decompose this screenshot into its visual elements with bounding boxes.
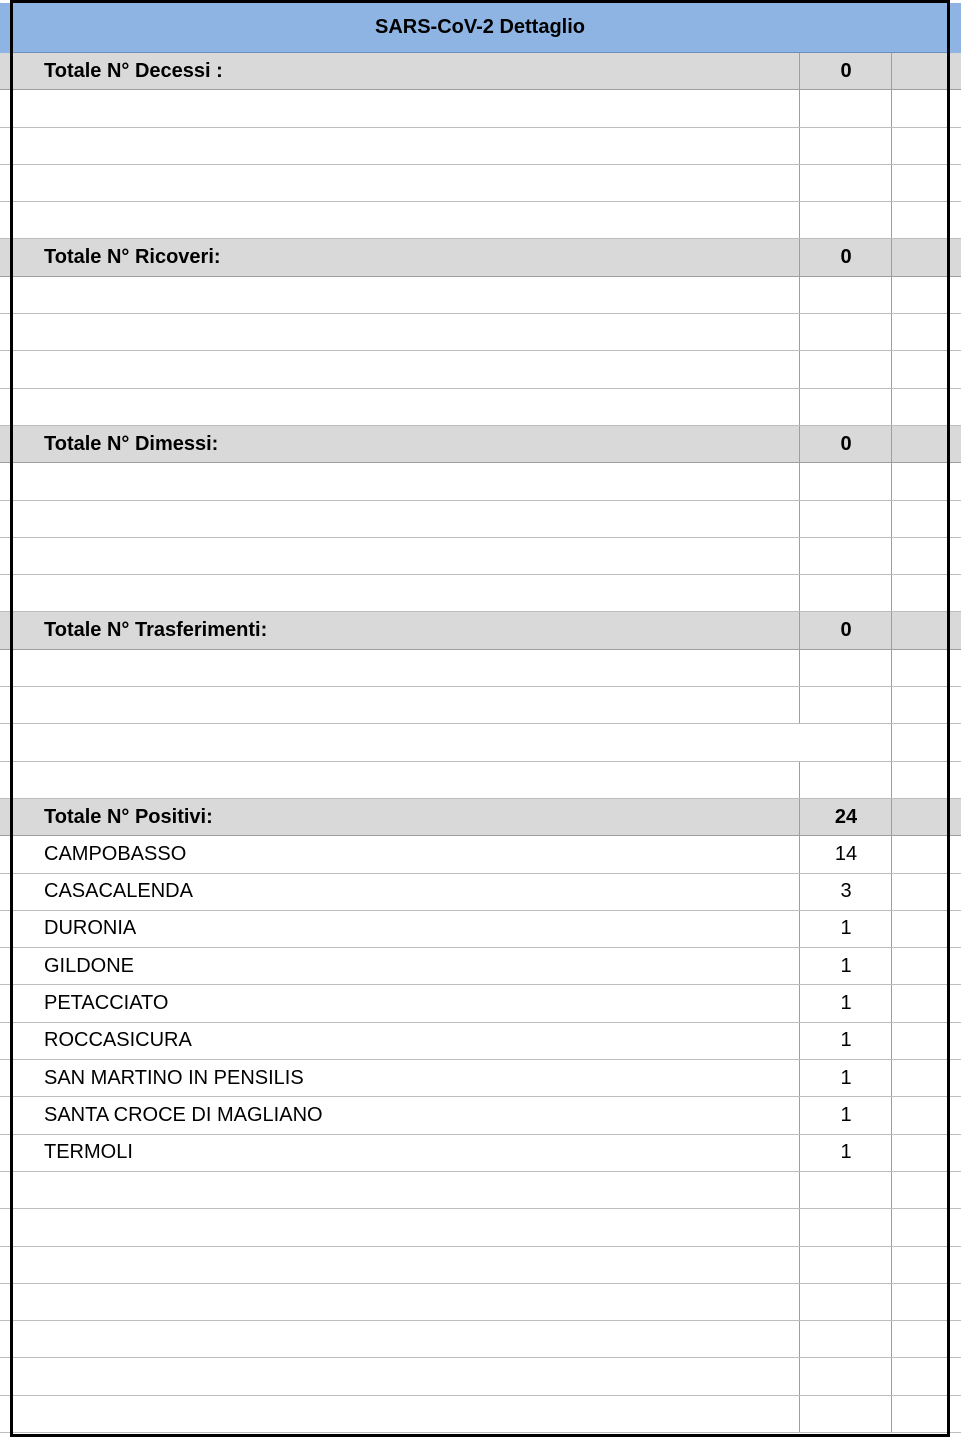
table-body bbox=[0, 53, 961, 1433]
section-total-cell[interactable]: 24 bbox=[834, 805, 858, 828]
empty-row[interactable] bbox=[0, 202, 961, 239]
empty-row[interactable] bbox=[0, 165, 961, 202]
empty-row[interactable] bbox=[0, 389, 961, 426]
column-divider bbox=[891, 575, 892, 611]
column-divider bbox=[891, 1247, 892, 1283]
municipality-cell[interactable]: GILDONE bbox=[44, 954, 135, 977]
frame-right-border bbox=[947, 0, 950, 1437]
empty-row[interactable] bbox=[0, 724, 961, 761]
section-label[interactable]: Totale N° Dimessi: bbox=[44, 432, 219, 455]
municipality-cell[interactable]: SANTA CROCE DI MAGLIANO bbox=[44, 1103, 323, 1126]
empty-row[interactable] bbox=[0, 1172, 961, 1209]
frame-bottom-border bbox=[10, 1434, 950, 1437]
count-cell[interactable]: 1 bbox=[840, 954, 852, 977]
empty-row[interactable] bbox=[0, 90, 961, 127]
section-label[interactable]: Totale N° Decessi : bbox=[44, 59, 223, 82]
section-label[interactable]: Totale N° Trasferimenti: bbox=[44, 619, 268, 642]
section-label[interactable]: Totale N° Ricoveri: bbox=[44, 246, 221, 269]
empty-row[interactable] bbox=[0, 1247, 961, 1284]
frame-top-border bbox=[10, 0, 950, 3]
column-divider bbox=[891, 687, 892, 723]
table-row[interactable] bbox=[0, 1097, 961, 1134]
column-divider bbox=[799, 1396, 800, 1432]
municipality-cell[interactable]: PETACCIATO bbox=[44, 992, 169, 1015]
column-divider bbox=[799, 650, 800, 686]
column-divider bbox=[891, 202, 892, 238]
header-left-stub bbox=[0, 3, 10, 53]
column-divider bbox=[891, 1321, 892, 1357]
column-divider bbox=[891, 165, 892, 201]
empty-row[interactable] bbox=[0, 762, 961, 799]
section-total-cell[interactable]: 0 bbox=[840, 59, 852, 82]
column-divider bbox=[891, 650, 892, 686]
empty-row[interactable] bbox=[0, 501, 961, 538]
section-total-cell[interactable]: 0 bbox=[840, 619, 852, 642]
column-divider bbox=[799, 1358, 800, 1394]
municipality-cell[interactable]: TERMOLI bbox=[44, 1141, 133, 1164]
column-divider bbox=[891, 724, 892, 760]
section-row[interactable] bbox=[0, 426, 961, 463]
sheet-title[interactable] bbox=[13, 3, 947, 53]
column-divider bbox=[891, 762, 892, 798]
frame-left-border bbox=[10, 0, 13, 1437]
empty-row[interactable] bbox=[0, 314, 961, 351]
count-cell[interactable]: 14 bbox=[834, 842, 858, 865]
column-divider bbox=[799, 1321, 800, 1357]
count-cell[interactable]: 1 bbox=[840, 1141, 852, 1164]
column-divider bbox=[799, 1284, 800, 1320]
count-cell[interactable]: 1 bbox=[840, 1103, 852, 1126]
header-right-stub bbox=[950, 3, 961, 53]
empty-row[interactable] bbox=[0, 463, 961, 500]
municipality-cell[interactable]: SAN MARTINO IN PENSILIS bbox=[44, 1066, 304, 1089]
column-divider bbox=[891, 277, 892, 313]
section-row[interactable] bbox=[0, 239, 961, 276]
table-row[interactable] bbox=[0, 874, 961, 911]
column-divider bbox=[799, 90, 800, 126]
column-divider bbox=[891, 314, 892, 350]
column-divider bbox=[799, 1247, 800, 1283]
column-divider bbox=[799, 762, 800, 798]
table-row[interactable] bbox=[0, 948, 961, 985]
column-divider bbox=[799, 538, 800, 574]
count-cell[interactable]: 1 bbox=[840, 1066, 852, 1089]
table-row[interactable] bbox=[0, 836, 961, 873]
empty-row[interactable] bbox=[0, 1209, 961, 1246]
column-divider bbox=[891, 389, 892, 425]
column-divider bbox=[891, 1172, 892, 1208]
table-row[interactable] bbox=[0, 1023, 961, 1060]
table-row[interactable] bbox=[0, 985, 961, 1022]
municipality-cell[interactable]: DURONIA bbox=[44, 917, 137, 940]
empty-row[interactable] bbox=[0, 277, 961, 314]
municipality-cell[interactable]: CASACALENDA bbox=[44, 880, 193, 903]
empty-row[interactable] bbox=[0, 351, 961, 388]
column-divider bbox=[891, 1358, 892, 1394]
count-cell[interactable]: 1 bbox=[840, 1029, 852, 1052]
table-row[interactable] bbox=[0, 911, 961, 948]
column-divider bbox=[799, 389, 800, 425]
empty-row[interactable] bbox=[0, 687, 961, 724]
section-total-cell[interactable]: 0 bbox=[840, 432, 852, 455]
empty-row[interactable] bbox=[0, 1321, 961, 1358]
column-divider bbox=[799, 1172, 800, 1208]
count-cell[interactable]: 3 bbox=[840, 880, 852, 903]
section-row[interactable] bbox=[0, 53, 961, 90]
column-divider bbox=[891, 1396, 892, 1432]
column-divider bbox=[799, 1209, 800, 1245]
column-divider bbox=[891, 463, 892, 499]
sheet-title-text: SARS-CoV-2 Dettaglio bbox=[374, 16, 586, 38]
column-divider bbox=[799, 165, 800, 201]
column-divider bbox=[891, 1209, 892, 1245]
count-cell[interactable]: 1 bbox=[840, 992, 852, 1015]
table-row[interactable] bbox=[0, 1135, 961, 1172]
municipality-cell[interactable]: CAMPOBASSO bbox=[44, 842, 187, 865]
empty-row[interactable] bbox=[0, 1396, 961, 1433]
column-divider bbox=[799, 351, 800, 387]
column-divider bbox=[799, 687, 800, 723]
empty-row[interactable] bbox=[0, 650, 961, 687]
column-divider bbox=[799, 277, 800, 313]
section-row[interactable] bbox=[0, 612, 961, 649]
column-divider bbox=[799, 501, 800, 537]
column-divider bbox=[891, 538, 892, 574]
section-label[interactable]: Totale N° Positivi: bbox=[44, 805, 213, 828]
column-divider bbox=[891, 90, 892, 126]
count-cell[interactable]: 1 bbox=[840, 917, 852, 940]
empty-row[interactable] bbox=[0, 128, 961, 165]
column-divider bbox=[891, 128, 892, 164]
empty-row[interactable] bbox=[0, 575, 961, 612]
column-divider bbox=[799, 314, 800, 350]
table-row[interactable] bbox=[0, 1060, 961, 1097]
column-divider bbox=[891, 351, 892, 387]
empty-row[interactable] bbox=[0, 538, 961, 575]
municipality-cell[interactable]: ROCCASICURA bbox=[44, 1029, 192, 1052]
empty-row[interactable] bbox=[0, 1358, 961, 1395]
empty-row[interactable] bbox=[0, 1284, 961, 1321]
column-divider bbox=[799, 202, 800, 238]
column-divider bbox=[799, 128, 800, 164]
column-divider bbox=[891, 1284, 892, 1320]
column-divider bbox=[891, 501, 892, 537]
column-divider bbox=[799, 463, 800, 499]
section-row[interactable] bbox=[0, 799, 961, 836]
column-divider bbox=[799, 575, 800, 611]
section-total-cell[interactable]: 0 bbox=[840, 246, 852, 269]
